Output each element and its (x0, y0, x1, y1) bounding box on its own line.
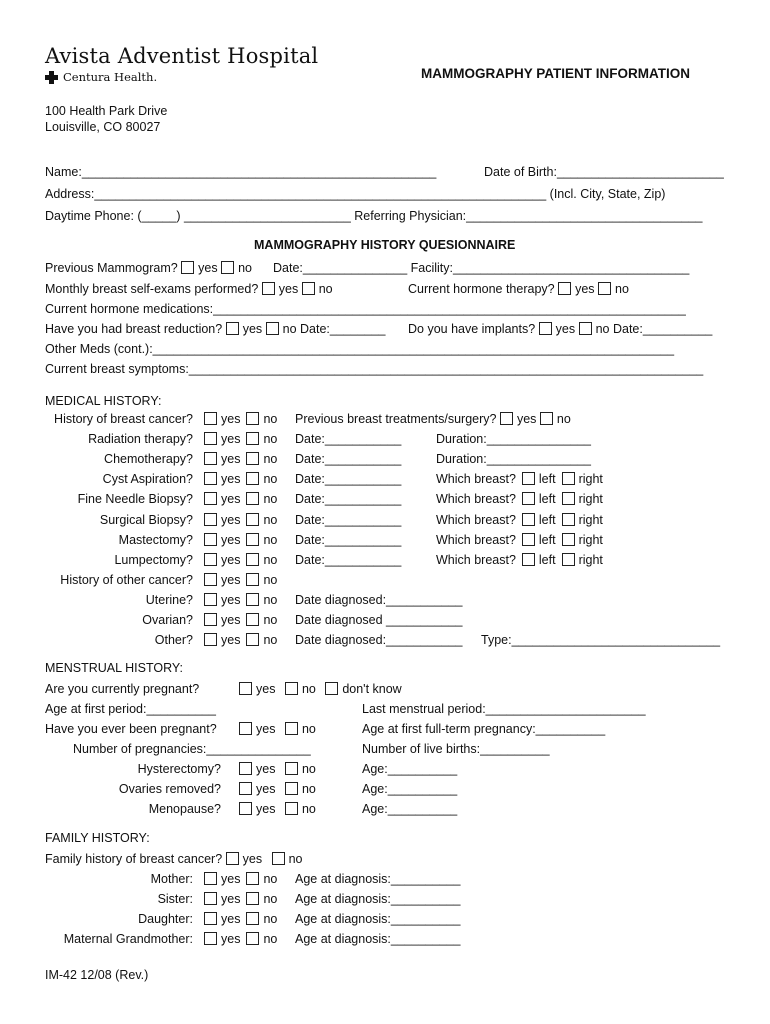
medical-question-options (204, 553, 277, 568)
yes-label: yes (221, 912, 241, 927)
medical-q10-yes-checkbox[interactable] (204, 613, 217, 626)
yes-label: yes (221, 633, 241, 648)
first-period-field[interactable]: Age at first period:__________ (45, 702, 216, 716)
duration-field[interactable]: Duration:_______________ (436, 432, 591, 447)
family-breast-cancer-no-checkbox[interactable] (272, 852, 285, 865)
medical-date-field[interactable]: Date:___________ (295, 472, 402, 487)
medical-question-options (204, 613, 277, 628)
medical-q4-no-checkbox[interactable] (246, 492, 259, 505)
reduction-no-checkbox[interactable] (266, 322, 279, 335)
hormone-therapy-row (408, 282, 629, 297)
hysterectomy-no-checkbox[interactable] (285, 762, 298, 775)
yes-label: yes (256, 682, 276, 696)
which-breast-label: Which breast? (436, 512, 516, 527)
medical-detail (436, 513, 603, 528)
phone-physician-field[interactable]: Daytime Phone: (_____) ________________________ Referring Physician:__________________________________ (45, 209, 703, 223)
medical-question-label: Uterine? (145, 592, 193, 607)
medical-question-options (204, 492, 277, 507)
yes-label: yes (575, 282, 595, 296)
medical-q10-no-checkbox[interactable] (246, 613, 259, 626)
medical-question-options (204, 573, 277, 588)
medical-detail (436, 452, 597, 467)
relative-options (204, 932, 277, 947)
self-exam-row (45, 282, 333, 297)
hormone-meds-field[interactable]: Current hormone medications:____________________________________________________________________ (45, 302, 686, 316)
reduction-label: Have you had breast reduction? (45, 322, 223, 336)
dont-know-label: don't know (342, 682, 402, 696)
ever-pregnant-yes-checkbox[interactable] (239, 722, 252, 735)
relative-options (204, 892, 277, 907)
network-name (45, 70, 318, 84)
no-label: no (263, 572, 278, 587)
medical-question-label: Chemotherapy? (104, 452, 193, 467)
no-label: no (263, 452, 278, 467)
medical-date-field[interactable]: Date:___________ (295, 552, 402, 567)
left-label: left (538, 512, 556, 527)
medical-q11-no-checkbox[interactable] (246, 633, 259, 646)
which-breast-label: Which breast? (436, 552, 516, 567)
medical-q3-left-checkbox[interactable] (522, 472, 535, 485)
relative-1-yes-checkbox[interactable] (204, 892, 217, 905)
medical-date-field[interactable]: Date:___________ (295, 452, 402, 467)
medical-q1-yes-checkbox[interactable] (204, 432, 217, 445)
yes-label: yes (221, 432, 241, 447)
ever-pregnant-options (239, 722, 316, 737)
ovaries-label: Ovaries removed? (118, 782, 221, 796)
implants-label: Do you have implants? (408, 322, 536, 336)
yes-label: yes (278, 282, 299, 296)
network-label: Centura Health. (63, 70, 158, 84)
medical-question-label: History of breast cancer? (54, 412, 193, 426)
name-field[interactable]: Name:___________________________________________________ (45, 165, 437, 179)
yes-label: yes (221, 412, 241, 426)
no-label: no (615, 282, 629, 296)
no-label: no (556, 412, 571, 426)
relative-options (204, 872, 277, 887)
history-title: MAMMOGRAPHY HISTORY QUESIONNAIRE (254, 238, 516, 252)
prev-mammogram-label: Previous Mammogram? (45, 261, 178, 275)
medical-question-options (204, 593, 277, 608)
no-label: no (263, 932, 278, 947)
relative-3-no-checkbox[interactable] (246, 932, 259, 945)
medical-history-title: MEDICAL HISTORY: (45, 394, 162, 408)
medical-question-options (204, 432, 277, 447)
no-label: no (263, 552, 278, 567)
family-breast-cancer-label: Family history of breast cancer? (45, 852, 223, 866)
duration-field[interactable]: Duration:_______________ (436, 452, 591, 467)
medical-q5-no-checkbox[interactable] (246, 513, 259, 526)
which-breast-label: Which breast? (436, 532, 516, 547)
medical-detail (436, 492, 603, 507)
medical-question-options (204, 513, 277, 528)
implants-no-checkbox[interactable] (579, 322, 592, 335)
pregnant-dont-know-checkbox[interactable] (325, 682, 338, 695)
medical-question-options (204, 472, 277, 487)
no-label: no (238, 261, 253, 275)
address-line-2: Louisville, CO 80027 (45, 120, 161, 134)
medical-q0-no-checkbox[interactable] (246, 412, 259, 425)
medical-date-field[interactable]: Date:___________ (295, 432, 402, 447)
which-breast-label: Which breast? (436, 492, 516, 507)
which-breast-label: Which breast? (436, 472, 516, 487)
medical-question-label: Other? (154, 633, 193, 648)
hysterectomy-label: Hysterectomy? (137, 762, 221, 776)
yes-label: yes (516, 412, 537, 426)
hysterectomy-options (239, 762, 316, 777)
treatments-label: Previous breast treatments/surgery? (295, 412, 497, 426)
live-births-field[interactable]: Number of live births:__________ (362, 742, 550, 756)
medical-q3-yes-checkbox[interactable] (204, 472, 217, 485)
yes-label: yes (242, 852, 263, 866)
medical-question-options (204, 633, 277, 648)
cancer-type-field[interactable]: Type:______________________________ (481, 633, 721, 648)
family-history-title: FAMILY HISTORY: (45, 831, 150, 845)
medical-date-field[interactable]: Date:___________ (295, 532, 402, 547)
hospital-logo (45, 44, 318, 84)
medical-date-field[interactable]: Date:___________ (295, 492, 402, 507)
medical-q9-no-checkbox[interactable] (246, 593, 259, 606)
medical-question-label: Ovarian? (142, 613, 193, 627)
no-label: no (301, 802, 316, 816)
no-label: no (263, 613, 278, 627)
medical-q8-yes-checkbox[interactable] (204, 573, 217, 586)
hysterectomy-age-field[interactable]: Age:__________ (362, 762, 458, 776)
implants-yes-checkbox[interactable] (539, 322, 552, 335)
right-label: right (578, 532, 603, 547)
other-meds-field[interactable]: Other Meds (cont.):___________________________________________________________________________ (45, 342, 675, 356)
yes-label: yes (221, 472, 241, 487)
no-label: no (318, 282, 333, 296)
relative-label: Sister: (157, 892, 193, 907)
no-label: no (263, 512, 278, 527)
yes-label: yes (221, 613, 241, 627)
no-label: no (263, 892, 278, 907)
medical-question-options (204, 452, 277, 467)
yes-label: yes (221, 572, 241, 587)
address-field[interactable]: Address:_________________________________________________________________ (Incl. City, State, Zip) (45, 187, 666, 201)
relative-3-yes-checkbox[interactable] (204, 932, 217, 945)
no-label: no (288, 852, 303, 866)
ever-pregnant-label: Have you ever been pregnant? (45, 722, 217, 736)
no-label: no (263, 633, 278, 648)
no-label: no (301, 682, 316, 696)
medical-q7-right-checkbox[interactable] (562, 553, 575, 566)
prev-mammogram-row (45, 261, 252, 276)
hysterectomy-yes-checkbox[interactable] (239, 762, 252, 775)
dob-field[interactable]: Date of Birth:________________________ (484, 165, 724, 179)
menopause-age-field[interactable]: Age:__________ (362, 802, 458, 816)
medical-date-field[interactable]: Date diagnosed:___________ (295, 592, 463, 607)
yes-label: yes (221, 872, 241, 886)
yes-label: yes (198, 261, 218, 275)
no-label: no (263, 872, 278, 886)
yes-label: yes (256, 802, 276, 816)
treatments-yes-checkbox[interactable] (500, 412, 513, 425)
num-pregnancies-field[interactable]: Number of pregnancies:_______________ (73, 742, 311, 756)
medical-q6-right-checkbox[interactable] (562, 533, 575, 546)
relative-1-no-checkbox[interactable] (246, 892, 259, 905)
hormone-therapy-yes-checkbox[interactable] (558, 282, 571, 295)
self-exam-yes-checkbox[interactable] (262, 282, 275, 295)
pregnant-options (239, 682, 402, 697)
medical-q3-right-checkbox[interactable] (562, 472, 575, 485)
self-exam-no-checkbox[interactable] (302, 282, 315, 295)
right-label: right (578, 492, 603, 507)
medical-q9-yes-checkbox[interactable] (204, 593, 217, 606)
medical-question-label: History of other cancer? (60, 572, 193, 587)
right-label: right (578, 552, 603, 567)
ovaries-age-field[interactable]: Age:__________ (362, 782, 458, 796)
cross-icon (45, 71, 58, 84)
medical-q6-left-checkbox[interactable] (522, 533, 535, 546)
medical-question-label: Cyst Aspiration? (102, 472, 193, 487)
implants-row (408, 322, 712, 337)
ovaries-options (239, 782, 316, 797)
no-label: no (301, 722, 316, 736)
hormone-therapy-label: Current hormone therapy? (408, 282, 555, 296)
no-label: no (263, 492, 278, 507)
medical-q8-no-checkbox[interactable] (246, 573, 259, 586)
medical-q7-left-checkbox[interactable] (522, 553, 535, 566)
yes-label: yes (221, 512, 241, 527)
ovaries-yes-checkbox[interactable] (239, 782, 252, 795)
yes-label: yes (221, 492, 241, 507)
age-at-diagnosis-field[interactable]: Age at diagnosis:__________ (295, 932, 461, 947)
relative-label: Daughter: (138, 912, 193, 927)
last-period-field[interactable]: Last menstrual period:_______________________ (362, 702, 646, 716)
hospital-name: Avista Adventist Hospital (45, 44, 319, 68)
relative-2-yes-checkbox[interactable] (204, 912, 217, 925)
medical-question-options (204, 533, 277, 548)
menopause-no-checkbox[interactable] (285, 802, 298, 815)
ever-pregnant-no-checkbox[interactable] (285, 722, 298, 735)
medical-q5-right-checkbox[interactable] (562, 513, 575, 526)
breast-symptoms-field[interactable]: Current breast symptoms:__________________________________________________________________________ (45, 362, 704, 376)
pregnant-yes-checkbox[interactable] (239, 682, 252, 695)
relative-2-no-checkbox[interactable] (246, 912, 259, 925)
yes-label: yes (242, 322, 263, 336)
first-term-field[interactable]: Age at first full-term pregnancy:__________ (362, 722, 606, 736)
medical-date-field[interactable]: Date:___________ (295, 512, 402, 527)
no-label: no (263, 912, 278, 927)
age-at-diagnosis-field[interactable]: Age at diagnosis:__________ (295, 872, 461, 886)
no-label: no (301, 762, 316, 776)
yes-label: yes (221, 892, 241, 907)
family-breast-cancer-row (45, 852, 302, 867)
medical-date-field[interactable]: Date diagnosed:___________ (295, 633, 463, 648)
age-at-diagnosis-field[interactable]: Age at diagnosis:__________ (295, 892, 461, 907)
no-label: no (595, 322, 610, 336)
treatments-no-checkbox[interactable] (540, 412, 553, 425)
relative-label: Mother: (150, 872, 193, 886)
relative-0-yes-checkbox[interactable] (204, 872, 217, 885)
yes-label: yes (256, 782, 276, 796)
treatments-row (295, 412, 571, 427)
implants-date-field[interactable]: Date:__________ (612, 322, 713, 336)
medical-q3-no-checkbox[interactable] (246, 472, 259, 485)
menstrual-history-title: MENSTRUAL HISTORY: (45, 661, 183, 675)
yes-label: yes (256, 722, 276, 736)
yes-label: yes (221, 532, 241, 547)
left-label: left (538, 552, 556, 567)
medical-q5-left-checkbox[interactable] (522, 513, 535, 526)
medical-date-field[interactable]: Date diagnosed ___________ (295, 613, 463, 627)
self-exam-label: Monthly breast self-exams performed? (45, 282, 259, 296)
prev-mammogram-no-checkbox[interactable] (221, 261, 234, 274)
medical-detail (436, 432, 597, 447)
medical-question-options (204, 412, 277, 427)
menopause-yes-checkbox[interactable] (239, 802, 252, 815)
medical-q4-left-checkbox[interactable] (522, 492, 535, 505)
pregnant-no-checkbox[interactable] (285, 682, 298, 695)
menopause-options (239, 802, 316, 817)
mammogram-date-facility-field[interactable]: Date:_______________ Facility:__________________________________ (273, 261, 690, 275)
medical-q4-yes-checkbox[interactable] (204, 492, 217, 505)
yes-label: yes (221, 932, 241, 947)
medical-q6-yes-checkbox[interactable] (204, 533, 217, 546)
no-label: no (282, 322, 297, 336)
medical-question-label: Radiation therapy? (88, 432, 193, 447)
no-label: no (263, 592, 278, 607)
yes-label: yes (221, 452, 241, 467)
medical-q5-yes-checkbox[interactable] (204, 513, 217, 526)
medical-question-label: Lumpectomy? (114, 552, 193, 567)
no-label: no (263, 532, 278, 547)
family-breast-cancer-yes-checkbox[interactable] (226, 852, 239, 865)
no-label: no (263, 412, 278, 426)
medical-detail (436, 533, 603, 548)
no-label: no (263, 432, 278, 447)
yes-label: yes (256, 762, 276, 776)
reduction-yes-checkbox[interactable] (226, 322, 239, 335)
medical-q7-no-checkbox[interactable] (246, 553, 259, 566)
form-title: MAMMOGRAPHY PATIENT INFORMATION (421, 66, 690, 81)
form-code: IM-42 12/08 (Rev.) (45, 968, 149, 982)
medical-q1-no-checkbox[interactable] (246, 432, 259, 445)
address-line-1: 100 Health Park Drive (45, 104, 168, 118)
no-label: no (263, 472, 278, 487)
yes-label: yes (555, 322, 576, 336)
right-label: right (578, 512, 603, 527)
medical-question-label: Surgical Biopsy? (99, 512, 193, 527)
medical-detail (436, 553, 603, 568)
relative-options (204, 912, 277, 927)
medical-q4-right-checkbox[interactable] (562, 492, 575, 505)
medical-detail (436, 472, 603, 487)
left-label: left (538, 492, 556, 507)
hormone-therapy-no-checkbox[interactable] (598, 282, 611, 295)
relative-0-no-checkbox[interactable] (246, 872, 259, 885)
relative-label: Maternal Grandmother: (63, 932, 193, 947)
age-at-diagnosis-field[interactable]: Age at diagnosis:__________ (295, 912, 461, 927)
left-label: left (538, 472, 556, 487)
menopause-label: Menopause? (148, 802, 221, 816)
medical-q6-no-checkbox[interactable] (246, 533, 259, 546)
right-label: right (578, 472, 603, 487)
medical-question-label: Mastectomy? (118, 532, 193, 547)
medical-q2-no-checkbox[interactable] (246, 452, 259, 465)
reduction-date-field[interactable]: Date:________ (300, 322, 386, 336)
yes-label: yes (221, 592, 241, 607)
no-label: no (301, 782, 316, 796)
medical-q2-yes-checkbox[interactable] (204, 452, 217, 465)
medical-q11-yes-checkbox[interactable] (204, 633, 217, 646)
medical-q0-yes-checkbox[interactable] (204, 412, 217, 425)
ovaries-no-checkbox[interactable] (285, 782, 298, 795)
medical-question-label: Fine Needle Biopsy? (77, 492, 193, 507)
yes-label: yes (221, 552, 241, 567)
left-label: left (538, 532, 556, 547)
prev-mammogram-yes-checkbox[interactable] (181, 261, 194, 274)
pregnant-label: Are you currently pregnant? (45, 682, 200, 696)
medical-q7-yes-checkbox[interactable] (204, 553, 217, 566)
reduction-row (45, 322, 386, 337)
